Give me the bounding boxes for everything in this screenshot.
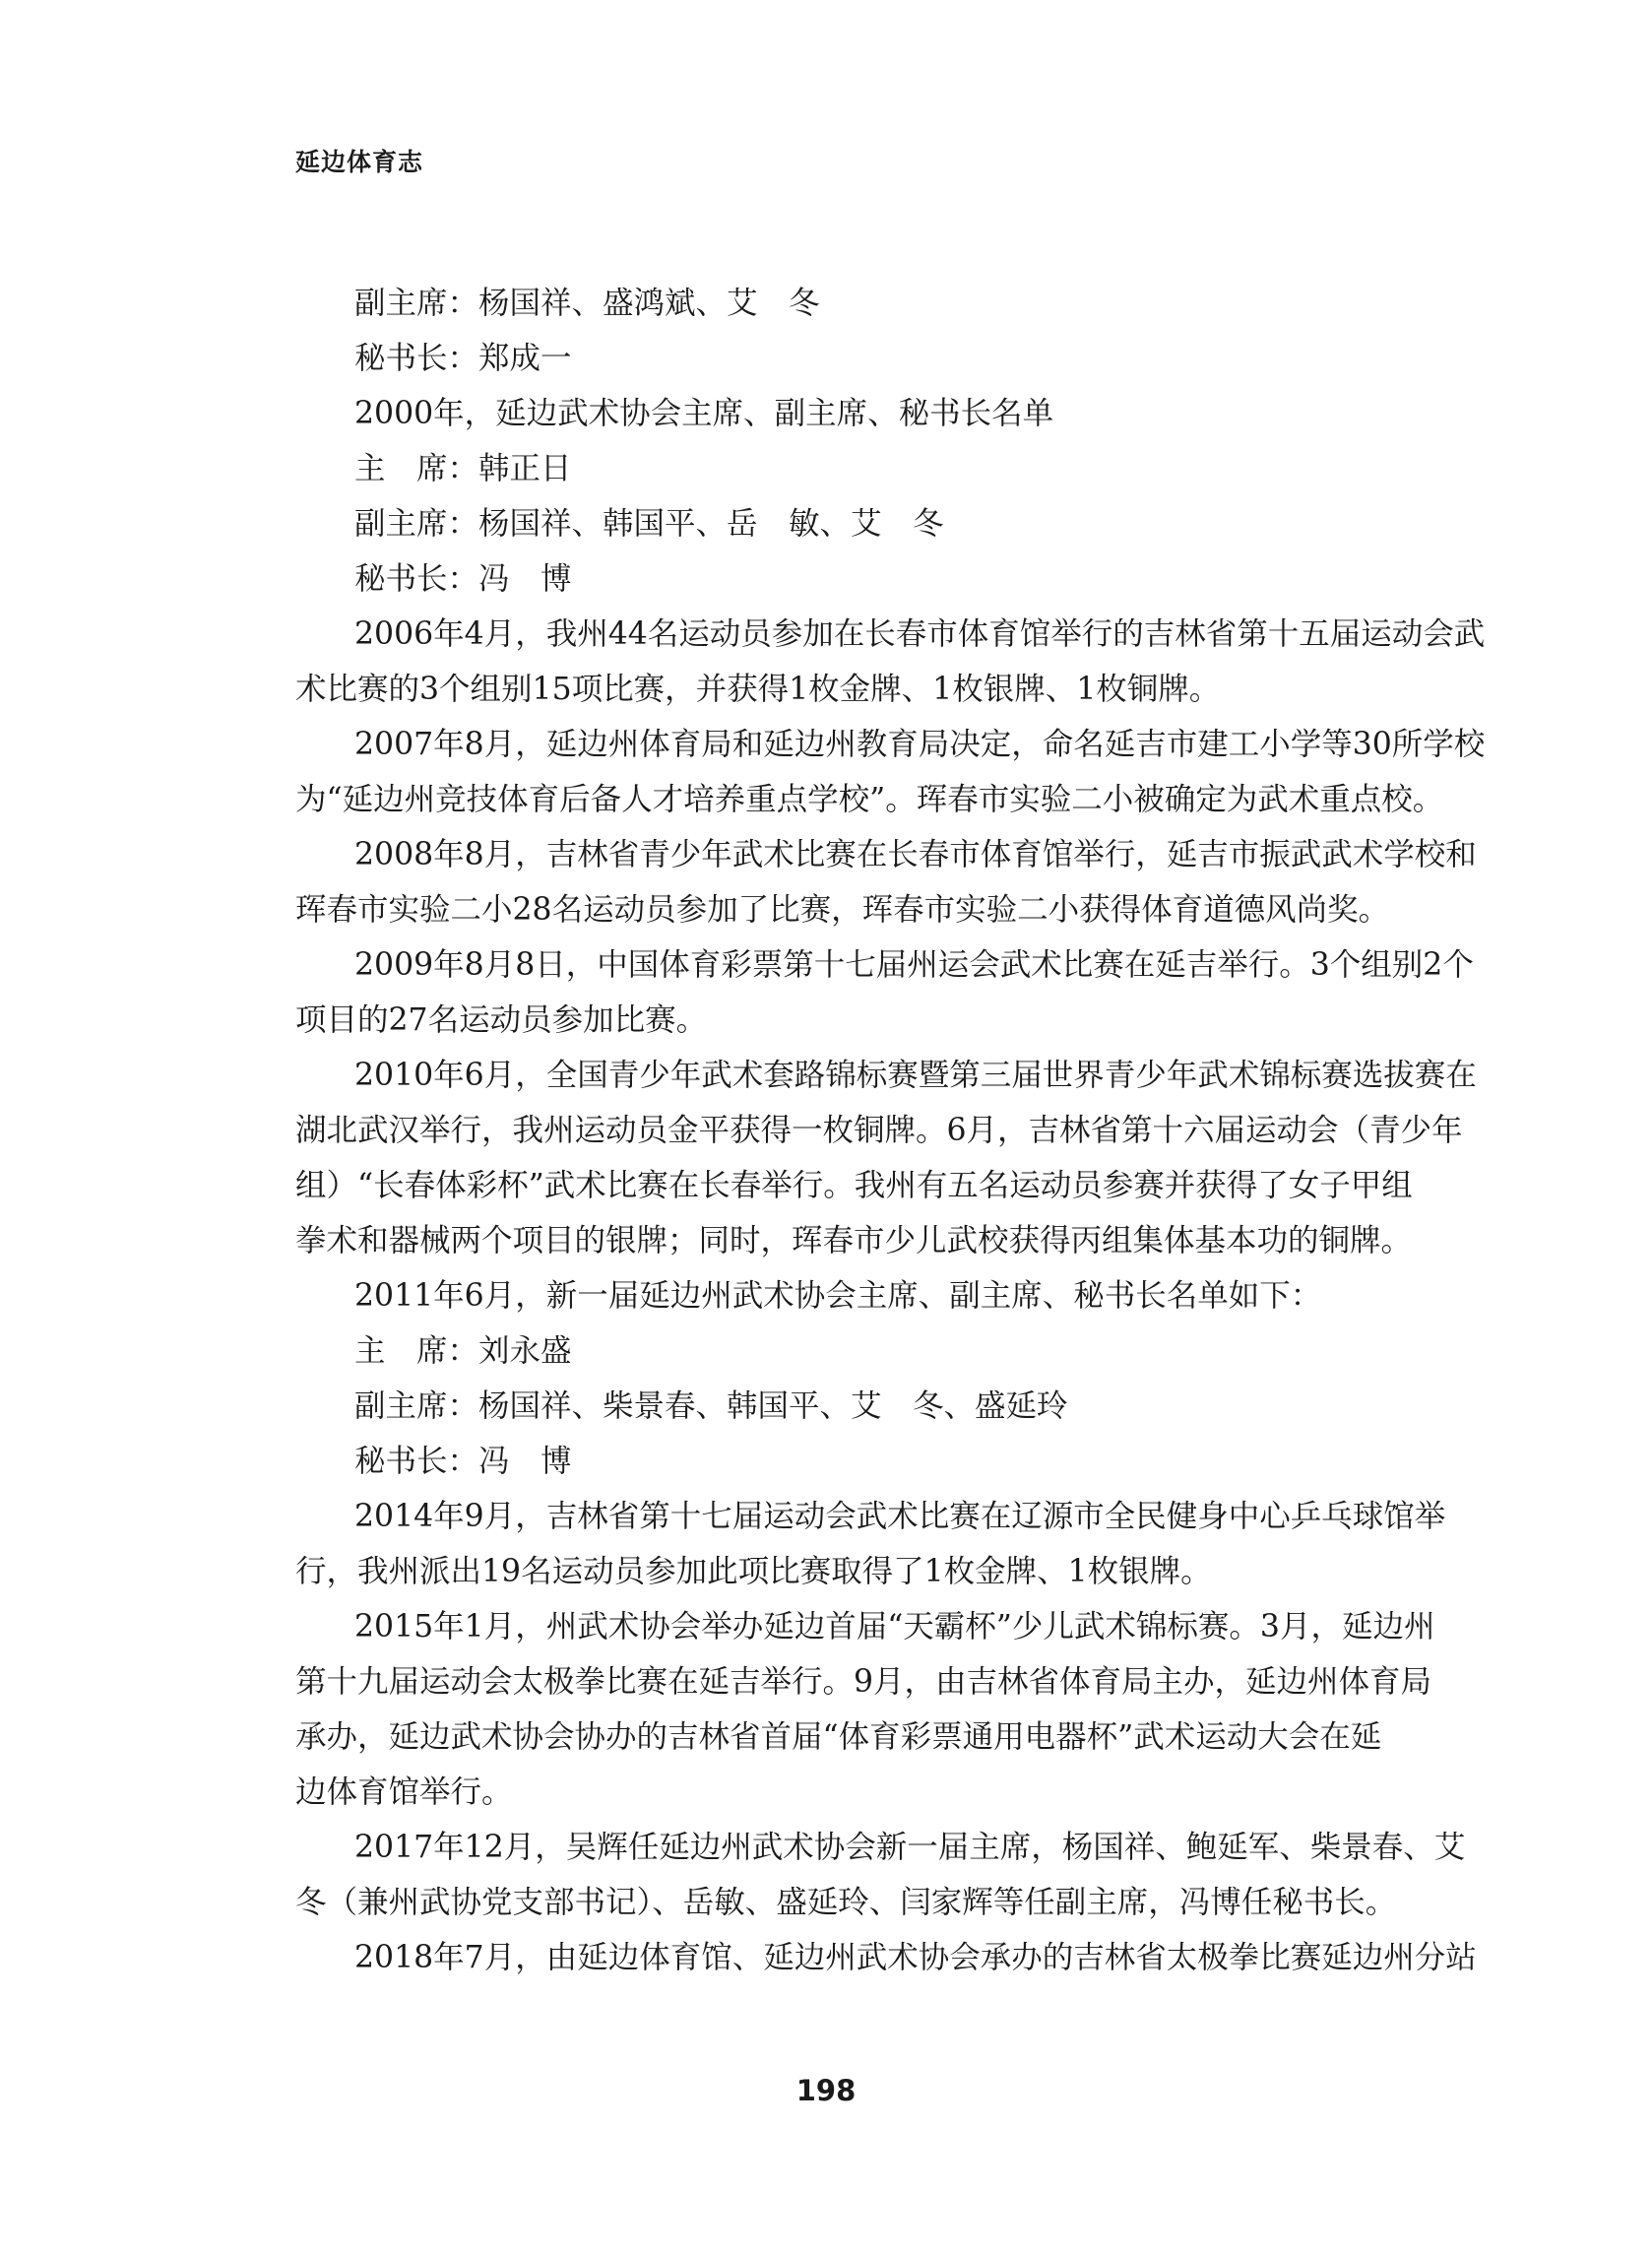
text-line: 副主席：杨国祥、韩国平、岳 敏、艾 冬: [354, 506, 944, 542]
text-line: 2014年9月，吉林省第十七届运动会武术比赛在辽源市全民健身中心乒乓球馆举: [354, 1499, 1446, 1534]
text-line: 2007年8月，延边州体育局和延边州教育局决定，命名延吉市建工小学等30所学校: [354, 727, 1486, 762]
text-line: 承办，延边武术协会协办的吉林省首届“体育彩票通用电器杯”武术运动大会在延: [295, 1719, 1382, 1755]
text-line: 拳术和器械两个项目的银牌；同时，珲春市少儿武校获得丙组集体基本功的铜牌。: [295, 1223, 1413, 1258]
text-line: 2015年1月，州武术协会举办延边首届“天霸杯”少儿武术锦标赛。3月，延边州: [354, 1609, 1435, 1644]
running-header: 延边体育志: [295, 148, 424, 176]
text-line: 主 席：韩正日: [354, 451, 572, 486]
text-line: 项目的27名运动员参加比赛。: [295, 1002, 708, 1038]
text-line: 副主席：杨国祥、盛鸿斌、艾 冬: [354, 286, 820, 321]
text-line: 2011年6月，新一届延边州武术协会主席、副主席、秘书长名单如下：: [354, 1278, 1322, 1314]
text-line: 2006年4月，我州44名运动员参加在长春市体育馆举行的吉林省第十五届运动会武: [354, 616, 1486, 652]
text-line: 术比赛的3个组别15项比赛，并获得1枚金牌、1枚银牌、1枚铜牌。: [295, 672, 1221, 707]
text-line: 秘书长：冯 博: [354, 561, 572, 597]
text-line: 副主席：杨国祥、柴景春、韩国平、艾 冬、盛延玲: [354, 1388, 1068, 1424]
text-line: 秘书长：冯 博: [354, 1444, 572, 1479]
text-line: 湖北武汉举行，我州运动员金平获得一枚铜牌。6月，吉林省第十六届运动会（青少年: [295, 1113, 1463, 1148]
page-number: 198: [795, 2074, 857, 2107]
text-line: 第十九届运动会太极拳比赛在延吉举行。9月，由吉林省体育局主办，延边州体育局: [295, 1664, 1432, 1700]
text-line: 2010年6月，全国青少年武术套路锦标赛暨第三届世界青少年武术锦标赛选拔赛在: [354, 1058, 1477, 1093]
text-line: 组）“长春体彩杯”武术比赛在长春举行。我州有五名运动员参赛并获得了女子甲组: [295, 1168, 1413, 1203]
text-line: 边体育馆举行。: [295, 1774, 513, 1810]
text-line: 为“延边州竞技体育后备人才培养重点学校”。珲春市实验二小被确定为武术重点校。: [295, 782, 1444, 817]
text-line: 2000年，延边武术协会主席、副主席、秘书长名单: [354, 396, 1054, 431]
text-line: 2017年12月，吴辉任延边州武术协会新一届主席，杨国祥、鲍延军、柴景春、艾: [354, 1830, 1466, 1865]
text-line: 2018年7月，由延边体育馆、延边州武术协会承办的吉林省太极拳比赛延边州分站: [354, 1940, 1477, 1975]
text-line: 行，我州派出19名运动员参加此项比赛取得了1枚金牌、1枚银牌。: [295, 1554, 1212, 1589]
text-line: 秘书长：郑成一: [354, 341, 572, 376]
text-line: 2009年8月8日，中国体育彩票第十七届州运会武术比赛在延吉举行。3个组别2个: [354, 947, 1474, 983]
text-line: 2008年8月，吉林省青少年武术比赛在长春市体育馆举行，延吉市振武武术学校和: [354, 837, 1477, 872]
text-line: 珲春市实验二小28名运动员参加了比赛，珲春市实验二小获得体育道德风尚奖。: [295, 892, 1390, 928]
text-line: 主 席：刘永盛: [354, 1333, 572, 1369]
text-line: 冬（兼州武协党支部书记）、岳敏、盛延玲、闫家辉等任副主席，冯博任秘书长。: [295, 1885, 1397, 1920]
